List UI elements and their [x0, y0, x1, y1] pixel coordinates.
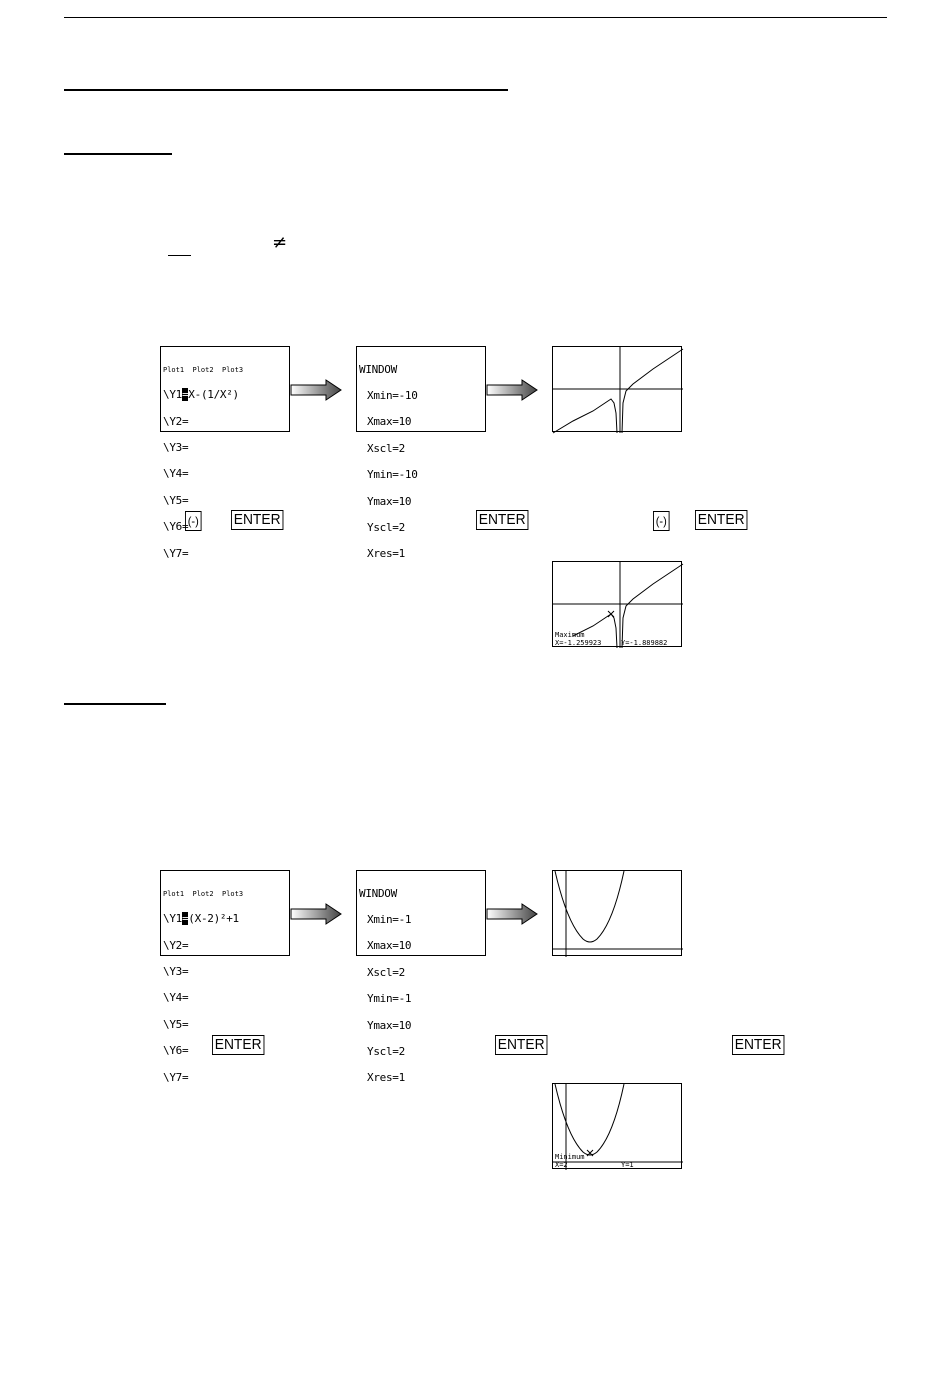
y-line: \Y4=: [163, 991, 189, 1005]
result-y: Y=1: [621, 1161, 634, 1169]
y1-prefix: \Y1: [163, 388, 182, 402]
plot-header: Plot1 Plot2 Plot3: [163, 889, 244, 898]
y-line: \Y3=: [163, 440, 189, 454]
y1-line: [163, 388, 289, 402]
window-setting: Xmax=10: [367, 939, 412, 953]
window-setting: Ymin=-1: [367, 992, 412, 1006]
not-equal-symbol: ≠: [272, 232, 288, 253]
arrow-icon: [290, 903, 342, 925]
enter-key[interactable]: ENTER: [495, 1035, 547, 1055]
result-x: X=2: [555, 1161, 568, 1169]
ex2-window-screen: [356, 870, 486, 1085]
heading-underline: [64, 89, 508, 91]
y-line: \Y7=: [163, 546, 189, 560]
y-line: \Y2=: [163, 938, 189, 952]
ex1-result-screen: [552, 561, 682, 647]
y-line: \Y3=: [163, 964, 189, 978]
ex1-window-screen: [356, 346, 486, 561]
window-setting: Yscl=2: [367, 1044, 405, 1058]
result-label: Maximum: [555, 631, 585, 639]
y-line: \Y4=: [163, 467, 189, 481]
ex2-graph-screen: [552, 870, 682, 956]
window-setting: Xmin=-10: [367, 388, 418, 402]
enter-key[interactable]: ENTER: [476, 510, 528, 530]
window-title: WINDOW: [359, 886, 397, 900]
y1-expression: X-(1/X²): [188, 388, 239, 402]
y1-expression: (X-2)²+1: [188, 912, 239, 926]
arrow-icon: [486, 379, 538, 401]
window-setting: Ymax=10: [367, 494, 412, 508]
y1-line: [163, 912, 289, 926]
arrow-icon: [486, 903, 538, 925]
result-label: Minimum: [555, 1153, 585, 1161]
window-setting: Xscl=2: [367, 441, 405, 455]
enter-key[interactable]: ENTER: [212, 1035, 264, 1055]
ex2-result-screen: [552, 1083, 682, 1169]
enter-key[interactable]: ENTER: [695, 510, 747, 530]
y1-prefix: \Y1: [163, 912, 182, 926]
window-title: WINDOW: [359, 362, 397, 376]
y-line: \Y5=: [163, 1017, 189, 1031]
y-line: \Y6=: [163, 1044, 189, 1058]
window-setting: Xres=1: [367, 547, 405, 561]
result-y: Y=-1.889882: [621, 639, 668, 647]
window-setting: Xscl=2: [367, 965, 405, 979]
y-line: \Y5=: [163, 493, 189, 507]
ex1-window: [357, 347, 485, 577]
y-line: \Y6=: [163, 520, 189, 534]
window-setting: Xres=1: [367, 1071, 405, 1085]
enter-key[interactable]: ENTER: [732, 1035, 784, 1055]
ex2-y-editor: [161, 871, 289, 1100]
example1-underline: [64, 153, 172, 155]
negate-key[interactable]: (-): [653, 511, 670, 531]
ex1-graph-screen: [552, 346, 682, 432]
trace-cursor-icon: [608, 611, 614, 617]
ex1-y-editor: [161, 347, 289, 576]
enter-key[interactable]: ENTER: [231, 510, 283, 530]
result-x: X=-1.259923: [555, 639, 602, 647]
window-setting: Yscl=2: [367, 520, 405, 534]
window-setting: Xmax=10: [367, 415, 412, 429]
window-setting: Ymax=10: [367, 1018, 412, 1032]
ex2-window: [357, 871, 485, 1101]
fraction-bar: [168, 255, 191, 256]
ex2-graph: [553, 871, 683, 957]
y-line: \Y2=: [163, 414, 189, 428]
page-top-rule: [64, 17, 887, 18]
example2-underline: [64, 703, 166, 705]
equals-selected: =: [181, 388, 189, 402]
window-setting: Ymin=-10: [367, 468, 418, 482]
window-setting: Xmin=-1: [367, 912, 412, 926]
plot-header: Plot1 Plot2 Plot3: [163, 365, 244, 374]
arrow-icon: [290, 379, 342, 401]
curve-left: [553, 399, 617, 433]
curve-right: [622, 349, 683, 433]
equals-selected: =: [181, 912, 189, 926]
y-line: \Y7=: [163, 1070, 189, 1084]
ex1-graph: [553, 347, 683, 433]
parabola: [555, 871, 624, 942]
negate-key[interactable]: (-): [185, 511, 202, 531]
